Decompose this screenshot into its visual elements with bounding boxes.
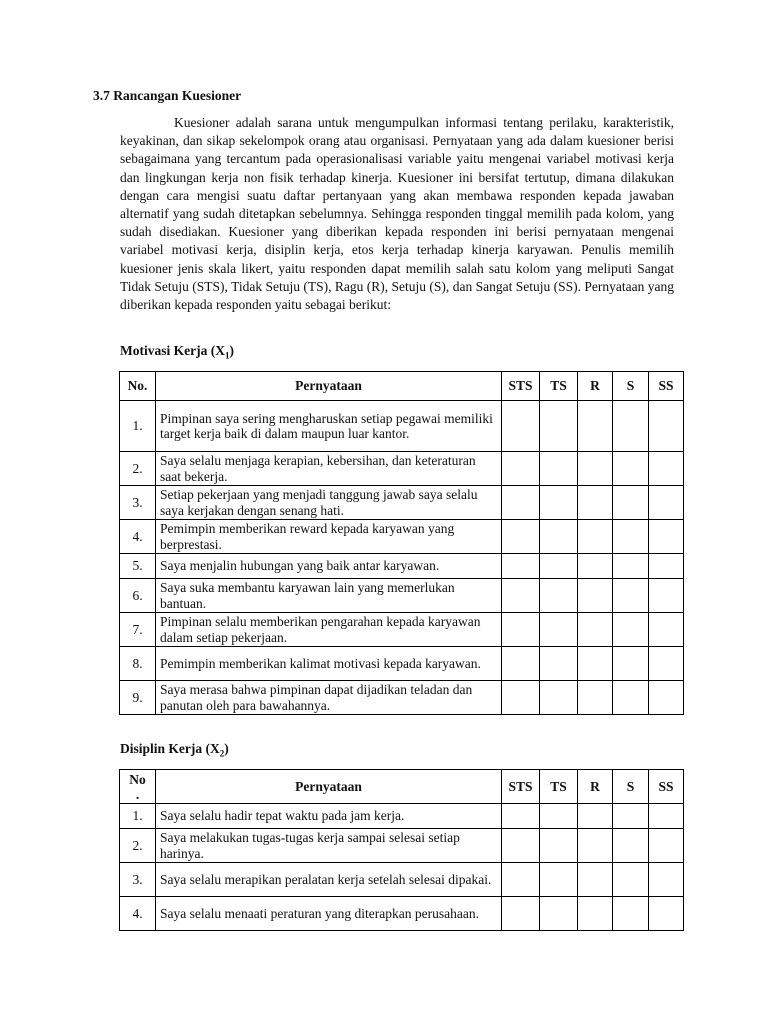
answer-cell-sts[interactable] <box>502 554 540 579</box>
answer-cell-r[interactable] <box>578 452 613 486</box>
answer-cell-ss[interactable] <box>649 554 684 579</box>
answer-cell-r[interactable] <box>578 486 613 520</box>
table-row <box>120 804 684 829</box>
answer-cell-ss[interactable] <box>649 486 684 520</box>
answer-cell-sts[interactable] <box>502 863 540 897</box>
header-sts: STS <box>502 372 540 401</box>
answer-cell-ts[interactable] <box>540 520 578 554</box>
header-no: No . <box>120 770 156 804</box>
answer-cell-ss[interactable] <box>649 520 684 554</box>
answer-cell-ts[interactable] <box>540 486 578 520</box>
answer-cell-r[interactable] <box>578 897 613 931</box>
answer-cell-ts[interactable] <box>540 829 578 863</box>
disiplin-title: Disiplin Kerja $(X_2)$ <box>120 741 229 759</box>
header-sts: STS <box>502 770 540 804</box>
table-row <box>120 554 684 579</box>
answer-cell-ts[interactable] <box>540 554 578 579</box>
table-row <box>120 863 684 897</box>
answer-cell-s[interactable] <box>613 401 649 452</box>
header-r: R <box>578 770 613 804</box>
row-statement: Saya selalu menjaga kerapian, kebersihan, dan keteraturan saat bekerja. <box>156 452 502 486</box>
answer-cell-ss[interactable] <box>649 401 684 452</box>
row-statement: Saya selalu menaati peraturan yang diterapkan perusahaan. <box>156 897 502 931</box>
answer-cell-ss[interactable] <box>649 579 684 613</box>
header-statement: Pernyataan <box>156 770 502 804</box>
answer-cell-r[interactable] <box>578 554 613 579</box>
row-statement: Pimpinan saya sering mengharuskan setiap pegawai memiliki target kerja baik di dalam maupun luar kantor. <box>156 401 502 452</box>
section-heading: 3.7 Rancangan Kuesioner <box>93 88 242 103</box>
answer-cell-s[interactable] <box>613 613 649 647</box>
row-number: 7. <box>120 613 156 647</box>
answer-cell-s[interactable] <box>613 647 649 681</box>
answer-cell-ts[interactable] <box>540 897 578 931</box>
row-number: 1. <box>120 401 156 452</box>
answer-cell-ss[interactable] <box>649 647 684 681</box>
answer-cell-s[interactable] <box>613 452 649 486</box>
row-statement: Saya menjalin hubungan yang baik antar karyawan. <box>156 554 502 579</box>
table-header-row <box>120 770 684 804</box>
answer-cell-s[interactable] <box>613 579 649 613</box>
answer-cell-ts[interactable] <box>540 401 578 452</box>
table-row <box>120 829 684 863</box>
header-statement: Pernyataan <box>156 372 502 401</box>
answer-cell-ts[interactable] <box>540 613 578 647</box>
answer-cell-ts[interactable] <box>540 863 578 897</box>
answer-cell-ss[interactable] <box>649 863 684 897</box>
table-header-row <box>120 372 684 401</box>
motivasi-table <box>119 371 684 715</box>
answer-cell-s[interactable] <box>613 829 649 863</box>
table-row <box>120 613 684 647</box>
answer-cell-s[interactable] <box>613 486 649 520</box>
answer-cell-sts[interactable] <box>502 452 540 486</box>
answer-cell-ss[interactable] <box>649 681 684 715</box>
answer-cell-ss[interactable] <box>649 829 684 863</box>
row-number: 5. <box>120 554 156 579</box>
answer-cell-sts[interactable] <box>502 647 540 681</box>
row-statement: Setiap pekerjaan yang menjadi tanggung jawab saya selalu saya kerjakan dengan senang hati. <box>156 486 502 520</box>
answer-cell-s[interactable] <box>613 804 649 829</box>
answer-cell-sts[interactable] <box>502 613 540 647</box>
table-row <box>120 401 684 452</box>
answer-cell-sts[interactable] <box>502 804 540 829</box>
answer-cell-r[interactable] <box>578 863 613 897</box>
answer-cell-r[interactable] <box>578 520 613 554</box>
row-statement: Pemimpin memberikan kalimat motivasi kepada karyawan. <box>156 647 502 681</box>
row-number: 2. <box>120 452 156 486</box>
table-row <box>120 897 684 931</box>
row-number: 4. <box>120 897 156 931</box>
disiplin-table-body <box>120 804 684 931</box>
answer-cell-s[interactable] <box>613 863 649 897</box>
answer-cell-r[interactable] <box>578 681 613 715</box>
header-ss: SS <box>649 372 684 401</box>
answer-cell-ts[interactable] <box>540 452 578 486</box>
answer-cell-sts[interactable] <box>502 829 540 863</box>
row-statement: Saya melakukan tugas-tugas kerja sampai selesai setiap harinya. <box>156 829 502 863</box>
answer-cell-sts[interactable] <box>502 486 540 520</box>
row-number: 3. <box>120 486 156 520</box>
answer-cell-ts[interactable] <box>540 681 578 715</box>
row-number: 8. <box>120 647 156 681</box>
answer-cell-ts[interactable] <box>540 579 578 613</box>
answer-cell-ss[interactable] <box>649 452 684 486</box>
table-row <box>120 520 684 554</box>
answer-cell-s[interactable] <box>613 554 649 579</box>
answer-cell-ss[interactable] <box>649 804 684 829</box>
answer-cell-r[interactable] <box>578 401 613 452</box>
row-statement: Saya selalu merapikan peralatan kerja setelah selesai dipakai. <box>156 863 502 897</box>
motivasi-title: Motivasi Kerja $(X_1)$ <box>120 343 234 361</box>
table-row <box>120 647 684 681</box>
header-ss: SS <box>649 770 684 804</box>
row-number: 4. <box>120 520 156 554</box>
row-number: 2. <box>120 829 156 863</box>
answer-cell-sts[interactable] <box>502 681 540 715</box>
header-r: R <box>578 372 613 401</box>
table-row <box>120 681 684 715</box>
header-no: No. <box>120 372 156 401</box>
answer-cell-s[interactable] <box>613 897 649 931</box>
answer-cell-sts[interactable] <box>502 401 540 452</box>
table-row <box>120 452 684 486</box>
row-number: 3. <box>120 863 156 897</box>
answer-cell-s[interactable] <box>613 520 649 554</box>
answer-cell-r[interactable] <box>578 613 613 647</box>
row-number: 9. <box>120 681 156 715</box>
answer-cell-sts[interactable] <box>502 579 540 613</box>
table-row <box>120 486 684 520</box>
row-statement: Saya selalu hadir tepat waktu pada jam kerja. <box>156 804 502 829</box>
table-row <box>120 579 684 613</box>
disiplin-table <box>119 769 684 931</box>
header-s: S <box>613 770 649 804</box>
header-ts: TS <box>540 770 578 804</box>
row-statement: Pimpinan selalu memberikan pengarahan kepada karyawan dalam setiap pekerjaan. <box>156 613 502 647</box>
answer-cell-ts[interactable] <box>540 804 578 829</box>
header-ts: TS <box>540 372 578 401</box>
answer-cell-sts[interactable] <box>502 520 540 554</box>
motivasi-table-body <box>120 401 684 715</box>
answer-cell-r[interactable] <box>578 829 613 863</box>
intro-paragraph: Kuesioner adalah sarana untuk mengumpulkan informasi tentang perilaku, karakteristik, keyakinan, dan sikap sekelompok orang atau organisasi. Pernyataan yang ada dalam kuesioner berisi sebagaimana yang tercantum pada operasionalisasi variable yaitu mengenai variabel motivasi kerja dan lingkungan kerja non fisik terhadap kinerja. Kuesioner ini bersifat tertutup, dimana dilakukan dengan cara mengisi suatu daftar pertanyaan yang akan membawa responden kepada jawaban alternatif yang sudah ditetapkan sebelumnya. Sehingga responden tinggal memilih pada kolom, yang sudah disediakan. Kuesioner yang diberikan kepada responden ini berisi pernyataan mengenai variabel motivasi kerja, disiplin kerja, etos kerja terhadap kinerja karyawan. Penulis memilih kuesioner jenis skala likert, yaitu responden dapat memilih salah satu kolom yang meliputi Sangat Tidak Setuju (STS), Tidak Setuju (TS), Ragu (R), Setuju (S), dan Sangat Setuju (SS). Pernyataan yang diberikan kepada responden yaitu sebagai berikut: <box>120 115 674 313</box>
row-number: 6. <box>120 579 156 613</box>
answer-cell-r[interactable] <box>578 579 613 613</box>
answer-cell-ss[interactable] <box>649 897 684 931</box>
row-statement: Pemimpin memberikan reward kepada karyawan yang berprestasi. <box>156 520 502 554</box>
row-statement: Saya merasa bahwa pimpinan dapat dijadikan teladan dan panutan oleh para bawahannya. <box>156 681 502 715</box>
answer-cell-r[interactable] <box>578 804 613 829</box>
answer-cell-s[interactable] <box>613 681 649 715</box>
answer-cell-ss[interactable] <box>649 613 684 647</box>
answer-cell-ts[interactable] <box>540 647 578 681</box>
header-s: S <box>613 372 649 401</box>
row-statement: Saya suka membantu karyawan lain yang memerlukan bantuan. <box>156 579 502 613</box>
answer-cell-sts[interactable] <box>502 897 540 931</box>
row-number: 1. <box>120 804 156 829</box>
answer-cell-r[interactable] <box>578 647 613 681</box>
